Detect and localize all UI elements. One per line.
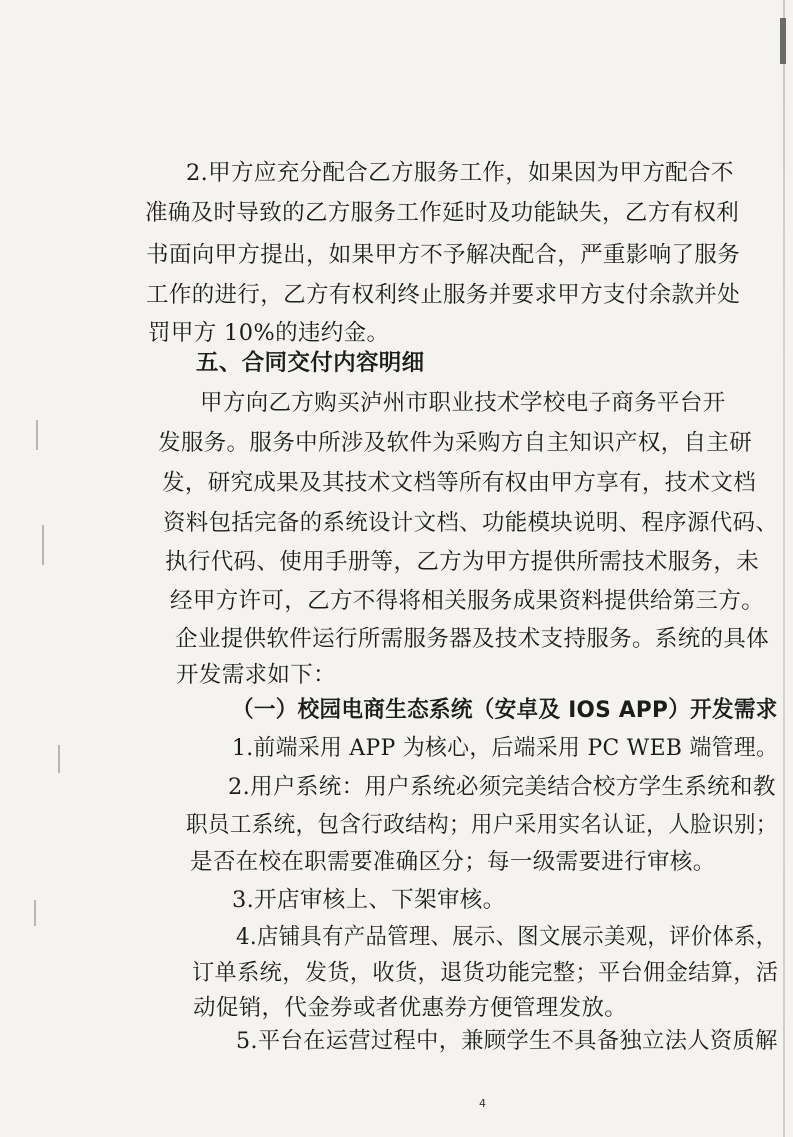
section-heading: 五、合同交付内容明细 — [196, 350, 425, 376]
page-number: 4 — [479, 1097, 486, 1110]
body-line: 2.甲方应充分配合乙方服务工作，如果因为甲方配合不 — [186, 160, 734, 186]
scan-edge-line — [783, 0, 785, 1137]
body-line: 书面向甲方提出，如果甲方不予解决配合，严重影响了服务 — [146, 242, 741, 268]
body-line: 1.前端采用 APP 为核心，后端采用 PC WEB 端管理。 — [232, 735, 779, 761]
scan-speck — [42, 525, 44, 565]
body-line: 职员工系统，包含行政结构；用户采用实名认证，人脸识别； — [186, 812, 778, 838]
body-line: 订单系统，发货，收货，退货功能完整；平台佣金结算，活 — [192, 960, 779, 986]
body-line: 企业提供软件运行所需服务器及技术支持服务。系统的具体 — [175, 626, 770, 652]
body-line: 4.店铺具有产品管理、展示、图文展示美观，评价体系， — [236, 924, 778, 950]
body-line: 开发需求如下： — [176, 662, 336, 688]
body-line: 发服务。服务中所涉及软件为采购方自主知识产权，自主研 — [158, 430, 753, 456]
body-line: 动促销，代金券或者优惠券方便管理发放。 — [193, 995, 628, 1021]
scan-speck — [58, 745, 60, 773]
body-line: 5.平台在运营过程中，兼顾学生不具备独立法人资质解 — [236, 1028, 778, 1054]
body-line: 经甲方许可，乙方不得将相关服务成果资料提供给第三方。 — [170, 588, 765, 614]
scan-speck — [36, 420, 38, 450]
body-line: 资料包括完备的系统设计文档、功能模块说明、程序源代码、 — [163, 510, 779, 536]
body-line: 甲方向乙方购买泸州市职业技术学校电子商务平台开 — [200, 390, 726, 416]
scan-edge-mark — [780, 18, 786, 64]
subsection-heading: （一）校园电商生态系统（安卓及 IOS APP）开发需求 — [232, 697, 778, 723]
body-line: 执行代码、使用手册等，乙方为甲方提供所需技术服务，未 — [165, 549, 760, 575]
body-line: 发，研究成果及其技术文档等所有权由甲方享有，技术文档 — [162, 470, 757, 496]
body-line: 准确及时导致的乙方服务工作延时及功能缺失，乙方有权利 — [145, 200, 740, 226]
scan-speck — [34, 900, 36, 926]
body-line: 工作的进行，乙方有权利终止服务并要求甲方支付余款并处 — [146, 282, 741, 308]
body-line: 2.用户系统：用户系统必须完美结合校方学生系统和教 — [228, 774, 776, 800]
body-line: 3.开店审核上、下架审核。 — [232, 887, 506, 913]
body-line: 罚甲方 10%的违约金。 — [148, 320, 390, 346]
body-line: 是否在校在职需要准确区分；每一级需要进行审核。 — [190, 849, 716, 875]
